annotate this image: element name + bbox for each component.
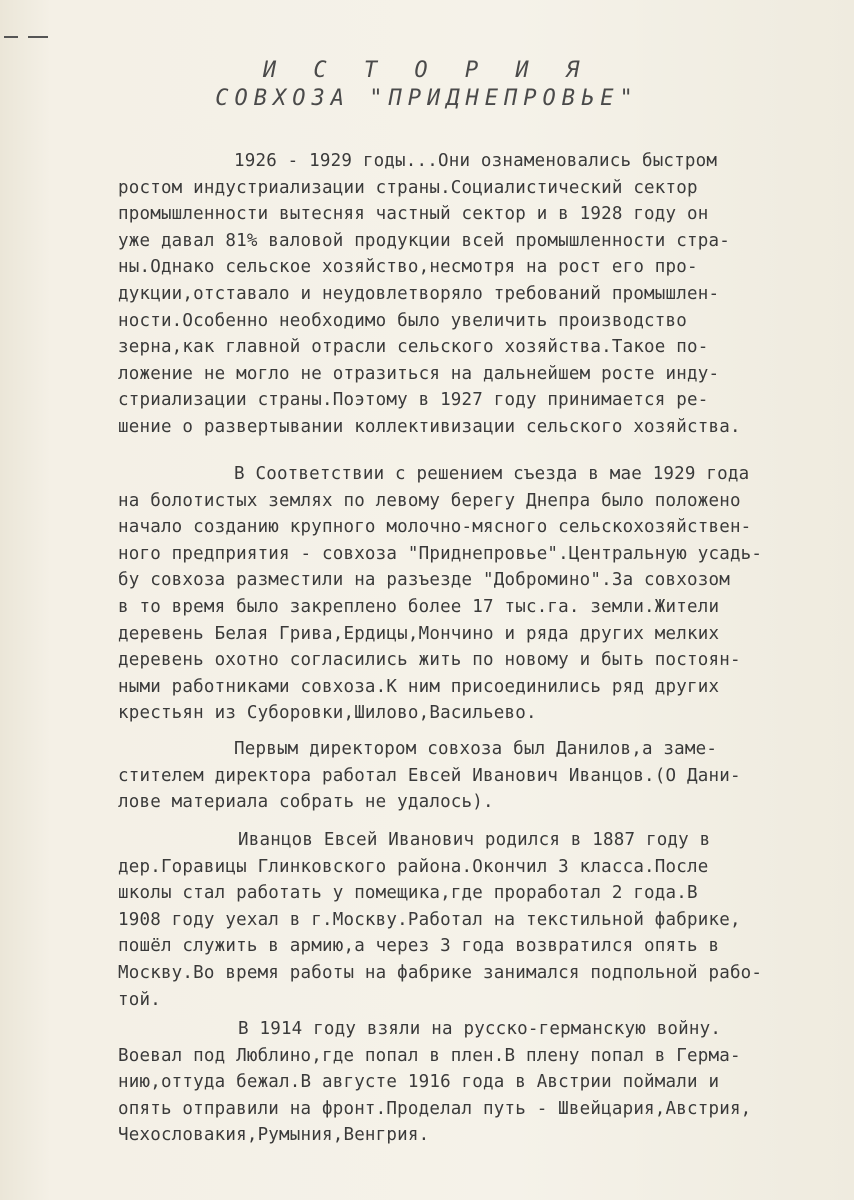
text-line: опять отправили на фронт.Проделал путь - Швейцария,Австрия,	[118, 1098, 752, 1119]
text-line: ными работниками совхоза.К ним присоединились ряд других	[118, 676, 720, 697]
text-line: 1908 году уехал в г.Москву.Работал на текстильной фабрике,	[118, 909, 741, 930]
text-line: школы стал работать у помещика,где проработал 2 года.В	[118, 883, 698, 904]
text-line: В Соответствии с решением съезда в мае 1929 года	[234, 464, 750, 484]
text-line: Воевал под Люблино,где попал в плен.В плену попал в Герма-	[118, 1045, 741, 1066]
text-line: В 1914 году взяли на русско-германскую войну.	[238, 1019, 722, 1039]
text-line: зерна,как главной отрасли сельского хозяйства.Такое по-	[118, 337, 709, 358]
paragraph-4	[118, 827, 763, 1013]
text-line: ны.Однако сельское хозяйство,несмотря на рост его про-	[118, 257, 698, 278]
document-title: И С Т О Р И Я	[262, 58, 592, 83]
text-line: шение о развертывании коллективизации сельского хозяйства.	[118, 416, 741, 437]
text-line: той.	[118, 989, 161, 1010]
text-line: ложение не могло не отразиться на дальнейшем росте инду-	[118, 363, 720, 384]
text-line: ности.Особенно необходимо было увеличить производство	[118, 310, 688, 331]
text-line: начало созданию крупного молочно-мясного сельскохозяйствен-	[118, 517, 752, 538]
text-line: Москву.Во время работы на фабрике занимался подпольной рабо-	[118, 962, 763, 983]
text-line: в то время было закреплено более 17 тыс.га. земли.Жители	[118, 596, 720, 617]
paragraph-3	[118, 736, 758, 816]
text-line: крестьян из Суборовки,Шилово,Васильево.	[118, 703, 537, 724]
text-line: дукции,отставало и неудовлетворяло требований промышлен-	[118, 283, 720, 304]
text-line: Иванцов Евсей Иванович родился в 1887 году в	[238, 830, 711, 850]
text-line: Первым директором совхоза был Данилов,а заме-	[234, 739, 718, 759]
text-line: промышленности вытесняя частный сектор и в 1928 году он	[118, 204, 709, 225]
text-line: деревень Белая Грива,Ердицы,Мончино и ряда других мелких	[118, 623, 720, 644]
paragraph-2	[118, 461, 763, 727]
text-line: Чехословакия,Румыния,Венгрия.	[118, 1125, 430, 1146]
text-line: на болотистых землях по левому берегу Днепра было положено	[118, 490, 741, 511]
text-line: пошёл служить в армию,а через 3 года возвратился опять в	[118, 936, 720, 957]
paragraph-1	[118, 148, 758, 441]
text-line: стриализации страны.Поэтому в 1927 году принимается ре-	[118, 390, 709, 411]
text-line: лове материала собрать не удалось).	[118, 792, 494, 813]
text-line: стителем директора работал Евсей Иванович Иванцов.(О Дани-	[118, 765, 741, 786]
text-line: деревень охотно согласились жить по новому и быть постоян-	[118, 650, 741, 671]
text-line: нию,оттуда бежал.В августе 1916 года в Австрии поймали и	[118, 1072, 720, 1093]
document-subtitle: СОВХОЗА "ПРИДНЕПРОВЬЕ"	[215, 86, 639, 111]
text-line: ростом индустриализации страны.Социалистический сектор	[118, 177, 698, 198]
text-line: бу совхоза разместили на разъезде "Добромино".За совхозом	[118, 570, 730, 591]
margin-mark	[4, 36, 56, 42]
text-line: 1926 - 1929 годы...Они ознаменовались быстром	[234, 151, 718, 171]
paragraph-5	[118, 1016, 758, 1149]
text-line: уже давал 81% валовой продукции всей промышленности стра-	[118, 230, 730, 251]
text-line: ного предприятия - совхоза "Приднепровье".Центральную усадь-	[118, 543, 763, 564]
text-line: дер.Горавицы Глинковского района.Окончил 3 класса.После	[118, 856, 709, 877]
